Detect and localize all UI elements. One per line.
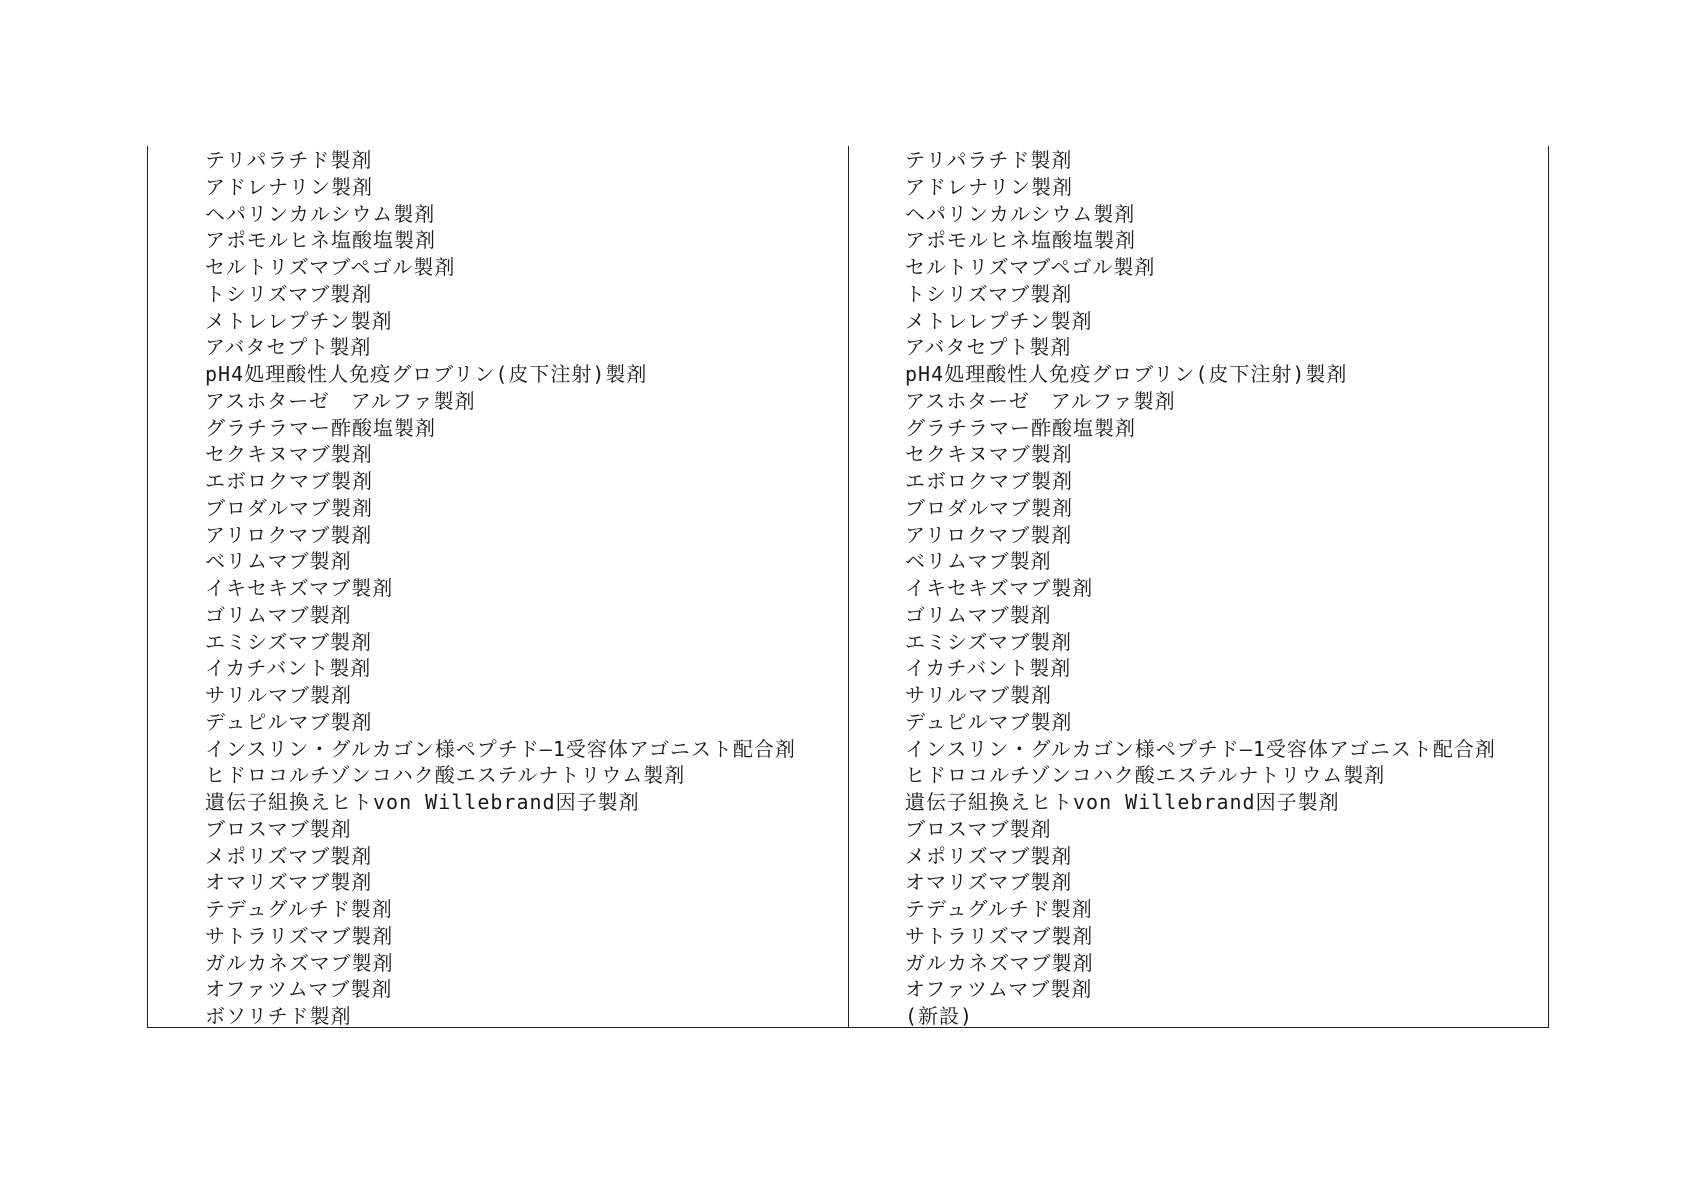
list-item: ブロスマブ製剤 xyxy=(905,816,1052,841)
list-item: 遺伝子組換えヒトvon Willebrand因子製剤 xyxy=(905,790,1340,814)
list-item: トシリズマブ製剤 xyxy=(205,281,373,306)
list-item: テデュグルチド製剤 xyxy=(205,897,393,921)
list-item: サトラリズマブ製剤 xyxy=(205,923,394,948)
list-item: ガルカネズマブ製剤 xyxy=(205,950,394,975)
list-item: オファツムマブ製剤 xyxy=(205,977,393,1002)
list-item: ヘパリンカルシウム製剤 xyxy=(205,201,436,226)
list-item: メトレレプチン製剤 xyxy=(205,308,393,333)
list-item: サリルマブ製剤 xyxy=(905,683,1052,707)
list-item: アドレナリン製剤 xyxy=(205,174,373,199)
list-item: メトレレプチン製剤 xyxy=(905,308,1093,333)
list-item: 遺伝子組換えヒトvon Willebrand因子製剤 xyxy=(205,790,640,814)
list-item: (新設) xyxy=(905,1004,974,1028)
list-item: アバタセプト製剤 xyxy=(905,335,1072,360)
list-item: ベリムマブ製剤 xyxy=(205,549,352,574)
list-item: エボロクマブ製剤 xyxy=(205,469,373,493)
list-item: ゴリムマブ製剤 xyxy=(905,602,1052,627)
list-item: アドレナリン製剤 xyxy=(905,174,1073,199)
list-item: ブロスマブ製剤 xyxy=(205,816,352,841)
column-divider xyxy=(848,146,849,1028)
list-item: グラチラマー酢酸塩製剤 xyxy=(905,415,1136,440)
left-column-list xyxy=(205,147,845,1030)
list-item: ボソリチド製剤 xyxy=(205,1004,352,1028)
list-item: イキセキズマブ製剤 xyxy=(905,576,1094,600)
list-item: トシリズマブ製剤 xyxy=(905,281,1073,306)
list-item: イキセキズマブ製剤 xyxy=(205,576,394,600)
list-item: オマリズマブ製剤 xyxy=(905,870,1073,895)
list-item: アスホターゼ アルファ製剤 xyxy=(905,388,1176,413)
list-item: テデュグルチド製剤 xyxy=(905,897,1093,921)
list-item: エミシズマブ製剤 xyxy=(905,629,1072,654)
list-item: ブロダルマブ製剤 xyxy=(905,495,1073,520)
right-column-list xyxy=(905,147,1545,1030)
list-item: アバタセプト製剤 xyxy=(205,335,372,360)
list-item: セルトリズマブペゴル製剤 xyxy=(905,255,1156,279)
list-item: メポリズマブ製剤 xyxy=(905,843,1073,868)
list-item: インスリン・グルカゴン様ペプチド―1受容体アゴニスト配合剤 xyxy=(905,736,1496,761)
list-item: ヒドロコルチゾンコハク酸エステルナトリウム製剤 xyxy=(905,763,1386,788)
list-item: オマリズマブ製剤 xyxy=(205,870,373,895)
list-item: エボロクマブ製剤 xyxy=(905,469,1073,493)
list-item: サトラリズマブ製剤 xyxy=(905,923,1094,948)
list-item: オファツムマブ製剤 xyxy=(905,977,1093,1002)
list-item: デュピルマブ製剤 xyxy=(205,709,373,734)
list-item: pH4処理酸性人免疫グロブリン(皮下注射)製剤 xyxy=(205,362,648,386)
list-item: グラチラマー酢酸塩製剤 xyxy=(205,415,436,440)
list-item: テリパラチド製剤 xyxy=(905,148,1073,172)
list-item: ゴリムマブ製剤 xyxy=(205,602,352,627)
list-item: メポリズマブ製剤 xyxy=(205,843,373,868)
list-item: インスリン・グルカゴン様ペプチド―1受容体アゴニスト配合剤 xyxy=(205,736,796,761)
list-item: pH4処理酸性人免疫グロブリン(皮下注射)製剤 xyxy=(905,362,1348,386)
list-item: イカチバント製剤 xyxy=(205,656,372,681)
list-item: ベリムマブ製剤 xyxy=(905,549,1052,574)
list-item: ガルカネズマブ製剤 xyxy=(905,950,1094,975)
list-item: サリルマブ製剤 xyxy=(205,683,352,707)
list-item: アリロクマブ製剤 xyxy=(205,522,373,547)
list-item: セクキヌマブ製剤 xyxy=(905,442,1073,467)
list-item: テリパラチド製剤 xyxy=(205,148,373,172)
list-item: アポモルヒネ塩酸塩製剤 xyxy=(205,228,436,253)
list-item: イカチバント製剤 xyxy=(905,656,1072,681)
list-item: ヘパリンカルシウム製剤 xyxy=(905,201,1136,226)
list-item: デュピルマブ製剤 xyxy=(905,709,1073,734)
list-item: エミシズマブ製剤 xyxy=(205,629,372,654)
list-item: アポモルヒネ塩酸塩製剤 xyxy=(905,228,1136,253)
list-item: セルトリズマブペゴル製剤 xyxy=(205,255,456,279)
list-item: ブロダルマブ製剤 xyxy=(205,495,373,520)
list-item: ヒドロコルチゾンコハク酸エステルナトリウム製剤 xyxy=(205,763,686,788)
list-item: アリロクマブ製剤 xyxy=(905,522,1073,547)
list-item: セクキヌマブ製剤 xyxy=(205,442,373,467)
list-item: アスホターゼ アルファ製剤 xyxy=(205,388,476,413)
